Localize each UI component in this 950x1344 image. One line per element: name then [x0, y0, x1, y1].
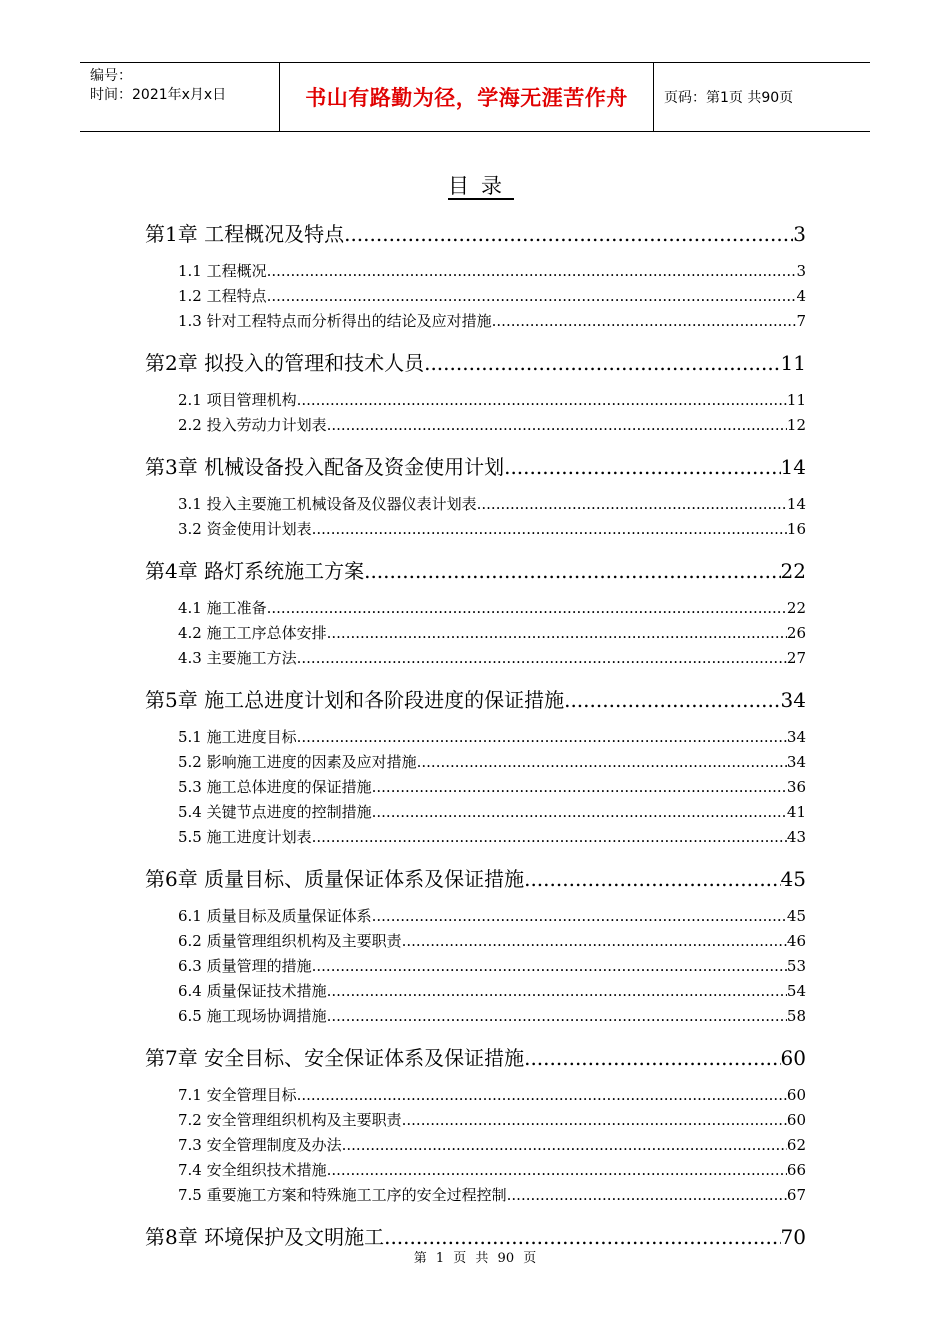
toc-section-entry-label: 6.1 质量目标及质量保证体系: [178, 907, 372, 924]
leader-dots: [492, 312, 797, 329]
toc-chapter-entry-label: 第2章 拟投入的管理和技术人员: [145, 347, 424, 373]
toc-section-entry-label: 3.2 资金使用计划表: [178, 520, 312, 537]
toc-chapter-entry[interactable]: [145, 347, 806, 373]
toc-section-entry[interactable]: [145, 414, 806, 433]
toc-section-entry[interactable]: [145, 1159, 806, 1178]
toc-chapter-entry-page-number: 11: [780, 351, 806, 373]
leader-dots: [267, 287, 797, 304]
toc-section-entry-label: 2.2 投入劳动力计划表: [178, 416, 327, 433]
toc-section-entry[interactable]: [145, 1184, 806, 1203]
leader-dots: [327, 416, 787, 433]
leader-dots: [297, 649, 787, 666]
toc-chapter-entry-page-number: 34: [780, 688, 806, 710]
toc-section-entry-page-number: 16: [786, 520, 806, 537]
header-meta: [80, 63, 280, 131]
toc-chapter-entry[interactable]: [145, 863, 806, 889]
toc-chapter-entry-label: 第1章 工程概况及特点: [145, 218, 344, 244]
toc-section-entry[interactable]: [145, 285, 806, 304]
toc-section-entry-label: 6.4 质量保证技术措施: [178, 982, 327, 999]
leader-dots: [524, 1046, 780, 1068]
toc-section-entry-label: 7.1 安全管理目标: [178, 1086, 297, 1103]
toc-section-entry-page-number: 43: [786, 828, 806, 845]
toc-section-entry[interactable]: [145, 518, 806, 537]
toc-section-entry-label: 3.1 投入主要施工机械设备及仪器仪表计划表: [178, 495, 477, 512]
toc-section-entry-label: 6.2 质量管理组织机构及主要职责: [178, 932, 402, 949]
toc-chapter-entry-label: 第6章 质量目标、质量保证体系及保证措施: [145, 863, 524, 889]
toc-section-entry[interactable]: [145, 905, 806, 924]
toc-section-entry-label: 4.2 施工工序总体安排: [178, 624, 327, 641]
toc-section-entry-page-number: 4: [796, 287, 806, 304]
toc-section-entry-page-number: 46: [786, 932, 806, 949]
toc-section-entry-page-number: 26: [786, 624, 806, 641]
toc-section-entry-page-number: 62: [786, 1136, 806, 1153]
toc-chapter-entry-label: 第8章 环境保护及文明施工: [145, 1221, 384, 1247]
toc-section-entry[interactable]: [145, 955, 806, 974]
toc-section-entry-label: 4.3 主要施工方法: [178, 649, 297, 666]
toc-chapter-entry[interactable]: [145, 1221, 806, 1247]
toc-chapter-entry[interactable]: [145, 451, 806, 477]
toc-section-entry-label: 5.2 影响施工进度的因素及应对措施: [178, 753, 417, 770]
leader-dots: [364, 559, 780, 581]
toc-section-entry-page-number: 27: [786, 649, 806, 666]
toc-chapter-entry-label: 第5章 施工总进度计划和各阶段进度的保证措施: [145, 684, 564, 710]
toc-section-entry-page-number: 58: [786, 1007, 806, 1024]
leader-dots: [267, 262, 797, 279]
toc-chapter-entry-page-number: 60: [780, 1046, 806, 1068]
toc-section-entry-page-number: 60: [786, 1111, 806, 1128]
leader-dots: [297, 728, 787, 745]
toc-title: [0, 170, 950, 200]
toc-section-entry-page-number: 11: [786, 391, 806, 408]
toc-section-entry[interactable]: [145, 751, 806, 770]
leader-dots: [384, 1225, 780, 1247]
toc-section-entry[interactable]: [145, 1134, 806, 1153]
leader-dots: [344, 222, 793, 244]
leader-dots: [312, 520, 787, 537]
toc-section-entry[interactable]: [145, 930, 806, 949]
toc-section-entry-page-number: 41: [786, 803, 806, 820]
page-header: [80, 62, 870, 132]
toc-section-entry[interactable]: [145, 1005, 806, 1024]
toc-section-entry-page-number: 53: [786, 957, 806, 974]
toc-section-entry-page-number: 3: [796, 262, 806, 279]
number-label: 编号：: [90, 68, 132, 84]
toc-section-entry-page-number: 34: [786, 753, 806, 770]
toc-section-entry-label: 4.1 施工准备: [178, 599, 267, 616]
toc-chapter-entry[interactable]: [145, 218, 806, 244]
leader-dots: [297, 391, 787, 408]
leader-dots: [424, 351, 780, 373]
page-footer: 第 1 页 共 90 页: [413, 1251, 537, 1266]
toc-section-entry-label: 1.2 工程特点: [178, 287, 267, 304]
leader-dots: [372, 778, 787, 795]
toc-section-entry[interactable]: [145, 493, 806, 512]
leader-dots: [297, 1086, 787, 1103]
header-page-info: 页码：第1页 共90页: [664, 90, 794, 106]
toc-section-entry-label: 5.1 施工进度目标: [178, 728, 297, 745]
toc-section-entry-label: 7.2 安全管理组织机构及主要职责: [178, 1111, 402, 1128]
toc-section-entry-page-number: 60: [786, 1086, 806, 1103]
toc-chapter-entry-label: 第7章 安全目标、安全保证体系及保证措施: [145, 1042, 524, 1068]
leader-dots: [327, 1161, 787, 1178]
toc-chapter-entry-page-number: 45: [780, 867, 806, 889]
leader-dots: [342, 1136, 787, 1153]
toc-section-entry-label: 5.5 施工进度计划表: [178, 828, 312, 845]
toc-section-entry-page-number: 36: [786, 778, 806, 795]
toc-section-entry-label: 7.4 安全组织技术措施: [178, 1161, 327, 1178]
toc-title-text: 目录: [448, 174, 514, 198]
toc-section-entry[interactable]: [145, 310, 806, 329]
toc-section-entry[interactable]: [145, 1084, 806, 1103]
toc-section-entry-label: 5.3 施工总体进度的保证措施: [178, 778, 372, 795]
leader-dots: [504, 455, 780, 477]
toc-section-entry[interactable]: [145, 647, 806, 666]
toc-section-entry[interactable]: [145, 389, 806, 408]
leader-dots: [564, 688, 780, 710]
toc-section-entry[interactable]: [145, 980, 806, 999]
toc-section-entry[interactable]: [145, 776, 806, 795]
leader-dots: [507, 1186, 787, 1203]
toc-section-entry-page-number: 22: [786, 599, 806, 616]
leader-dots: [402, 932, 787, 949]
toc-chapter-entry-label: 第3章 机械设备投入配备及资金使用计划: [145, 451, 504, 477]
toc-section-entry[interactable]: [145, 597, 806, 616]
toc-section-entry-label: 2.1 项目管理机构: [178, 391, 297, 408]
toc-section-entry[interactable]: [145, 801, 806, 820]
leader-dots: [372, 803, 787, 820]
toc-chapter-entry-page-number: 14: [780, 455, 806, 477]
toc-chapter-entry-page-number: 22: [780, 559, 806, 581]
toc-section-entry-label: 1.1 工程概况: [178, 262, 267, 279]
leader-dots: [312, 957, 787, 974]
toc-section-entry-label: 7.3 安全管理制度及办法: [178, 1136, 342, 1153]
leader-dots: [327, 1007, 787, 1024]
time-label: 时间：2021年x月x日: [90, 87, 227, 103]
toc-section-entry[interactable]: [145, 260, 806, 279]
toc-section-entry-label: 1.3 针对工程特点而分析得出的结论及应对措施: [178, 312, 492, 329]
leader-dots: [372, 907, 787, 924]
toc-section-entry-page-number: 67: [786, 1186, 806, 1203]
toc-section-entry-page-number: 12: [786, 416, 806, 433]
toc-section-entry-page-number: 34: [786, 728, 806, 745]
leader-dots: [267, 599, 787, 616]
toc-section-entry-page-number: 7: [796, 312, 806, 329]
toc-section-entry[interactable]: [145, 826, 806, 845]
toc-section-entry-label: 6.5 施工现场协调措施: [178, 1007, 327, 1024]
leader-dots: [524, 867, 780, 889]
toc-chapter-entry-page-number: 70: [780, 1225, 806, 1247]
toc-section-entry-label: 5.4 关键节点进度的控制措施: [178, 803, 372, 820]
leader-dots: [417, 753, 787, 770]
toc-section-entry-page-number: 45: [786, 907, 806, 924]
toc-section-entry[interactable]: [145, 726, 806, 745]
toc-chapter-entry[interactable]: [145, 555, 806, 581]
toc-section-entry[interactable]: [145, 1109, 806, 1128]
toc-section-entry-label: 7.5 重要施工方案和特殊施工工序的安全过程控制: [178, 1186, 507, 1203]
table-of-contents: [145, 218, 806, 1263]
leader-dots: [477, 495, 787, 512]
toc-section-entry-page-number: 14: [786, 495, 806, 512]
toc-chapter-entry-page-number: 3: [793, 222, 806, 244]
leader-dots: [312, 828, 787, 845]
toc-section-entry-label: 6.3 质量管理的措施: [178, 957, 312, 974]
leader-dots: [402, 1111, 787, 1128]
toc-chapter-entry-label: 第4章 路灯系统施工方案: [145, 555, 364, 581]
leader-dots: [327, 624, 787, 641]
header-motto: 书山有路勤为径，学海无涯苦作舟: [280, 63, 654, 131]
leader-dots: [327, 982, 787, 999]
toc-section-entry-page-number: 54: [786, 982, 806, 999]
toc-chapter-entry[interactable]: [145, 684, 806, 710]
toc-chapter-entry[interactable]: [145, 1042, 806, 1068]
toc-section-entry-page-number: 66: [786, 1161, 806, 1178]
toc-section-entry[interactable]: [145, 622, 806, 641]
